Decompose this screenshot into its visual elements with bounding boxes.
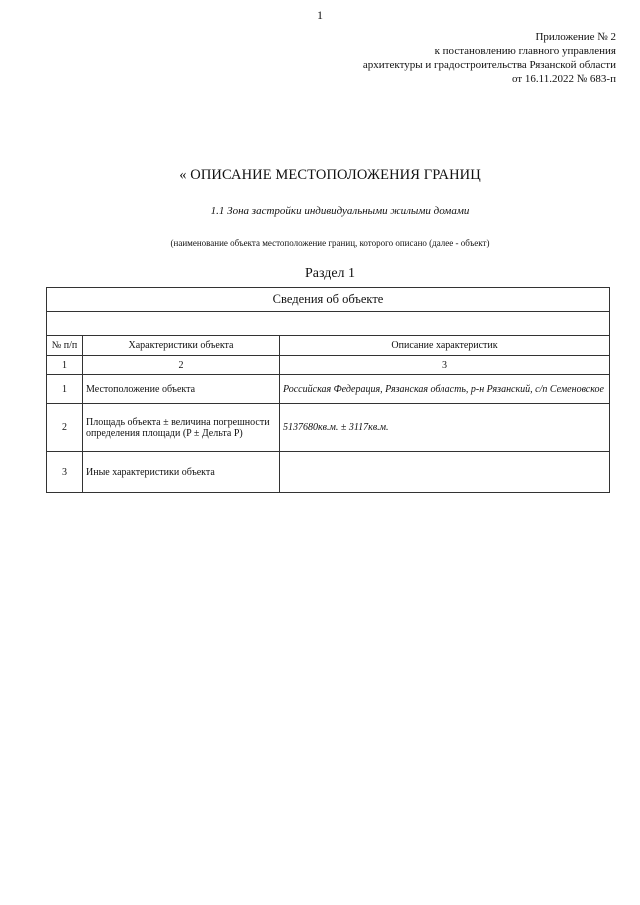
annex-block (286, 30, 616, 86)
row-characteristic: Местоположение объекта (83, 375, 280, 404)
document-title: « ОПИСАНИЕ МЕСТОПОЛОЖЕНИЯ ГРАНИЦ (179, 167, 481, 183)
row-description (280, 452, 610, 493)
row-characteristic: Иные характеристики объекта (83, 452, 280, 493)
annex-authority: архитектуры и градостроительства Рязанской области (362, 59, 616, 71)
object-info-table (46, 287, 610, 493)
column-number-1: 1 (47, 356, 83, 375)
table-row (47, 375, 610, 404)
zone-name: 1.1 Зона застройки индивидуальными жилыми домами (210, 205, 470, 217)
annex-title: Приложение № 2 (535, 31, 616, 43)
column-number-3: 3 (280, 356, 610, 375)
row-description: 5137680кв.м. ± 3117кв.м. (280, 404, 610, 452)
column-number-2: 2 (83, 356, 280, 375)
row-number: 2 (47, 404, 83, 452)
annex-date-number: от 16.11.2022 № 683-п (511, 73, 616, 85)
column-header-characteristic: Характеристики объекта (83, 336, 280, 356)
column-header-number: № п/п (47, 336, 83, 356)
table-header: Сведения об объекте (47, 288, 610, 312)
table-row (47, 404, 610, 452)
section-title: Раздел 1 (304, 266, 356, 281)
row-number: 1 (47, 375, 83, 404)
column-header-description: Описание характеристик (280, 336, 610, 356)
object-caption: (наименование объекта местоположение границ, которого описано (далее - объект) (170, 238, 490, 248)
table-row (47, 452, 610, 493)
row-description: Российская Федерация, Рязанская область, р-н Рязанский, с/п Семеновское (280, 375, 610, 404)
row-number: 3 (47, 452, 83, 493)
page-number: 1 (317, 8, 323, 22)
annex-resolution: к постановлению главного управления (434, 45, 616, 57)
row-characteristic: Площадь объекта ± величина погрешности определения площади (P ± Дельта P) (83, 404, 280, 452)
table-empty-row (47, 312, 610, 336)
